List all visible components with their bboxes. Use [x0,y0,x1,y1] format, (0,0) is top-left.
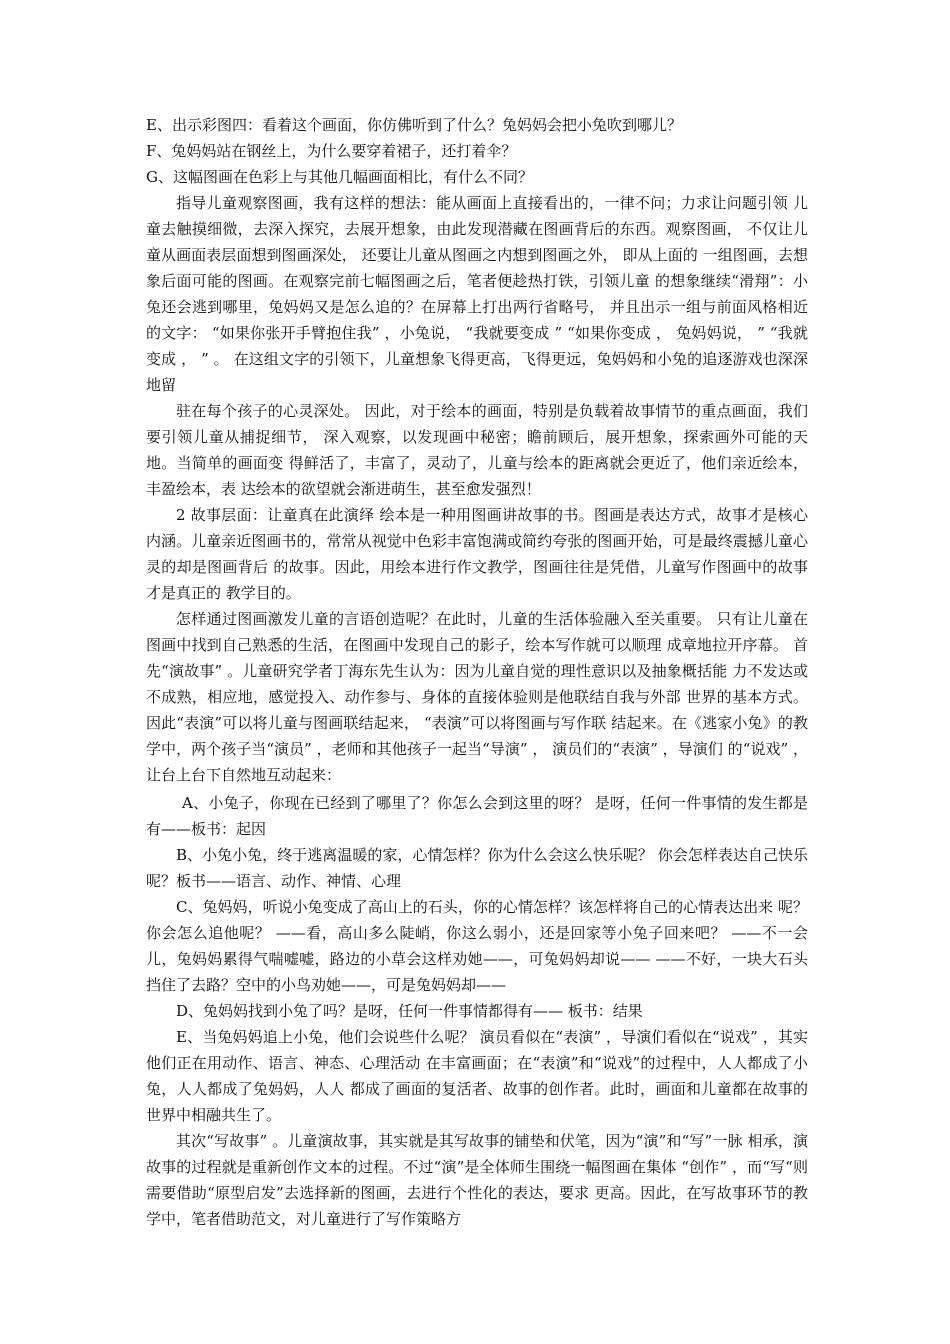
question-line-e: E、出示彩图四：看着这个画面，你仿佛听到了什么？兔妈妈会把小兔吹到哪儿？ [146,116,682,134]
paragraph-item-a: A、小兔子，你现在已经到了哪里了？你怎么会到这里的呀？ 是呀，任何一件事情的发生都是有——板书：起因 [146,794,808,838]
paragraph-story-level: 2 故事层面：让童真在此演绎 绘本是一种用图画讲故事的书。图画是表达方式，故事才是核心内涵。儿童亲近图画书的，常常从视觉中色彩丰富饱满或简约夸张的图画开始，可是最终震撼儿童心灵的却是图画背后 的故事。因此，用绘本进行作文教学，图画往往是凭借，儿童写作图画中的故事才是真正的 教学目的。 [146,506,808,602]
paragraph-item-b: B、小兔小兔，终于逃离温暖的家，心情怎样？你为什么会这么快乐呢？ 你会怎样表达自己快乐呢？板书——语言、动作、神情、心理 [146,846,808,890]
paragraph-write-story: 其次“写故事” 。儿童演故事，其实就是其写故事的铺垫和伏笔，因为“演”和“写”一脉 相承，演故事的过程就是重新创作文本的过程。不过“演”是全体师生围绕一幅图画在集体 “创作” ，而“写“则需要借助“原型启发”去选择新的图画，去进行个性化的表达，要求 更高。因此，在写故事环节的教学中，笔者借助范文，对儿童进行了写作策略方 [146,1132,808,1228]
question-line-f: F、兔妈妈站在钢丝上，为什么要穿着裙子，还打着伞？ [146,142,517,160]
paragraph-act-story: 怎样通过图画激发儿童的言语创造呢？在此时，儿童的生活体验融入至关重要。 只有让儿童在图画中找到自己熟悉的生活，在图画中发现自己的影子，绘本写作就可以顺理 成章地拉开序幕。 首先“演故事” 。儿童研究学者丁海东先生认为：因为儿童自觉的理性意识以及抽象概括能 力不发达或不成熟，相应地，感觉投入、动作参与、身体的直接体验则是他联结自我与外部 世界的基本方式。因此“表演”可以将儿童与图画联结起来， “表演”可以将图画与写作联 结起来。在《逃家小兔》的教学中，两个孩子当“演员” ，老师和其他孩子一起当“导演” ， 演员们的“表演” ，导演们 的“说戏” ，让台上台下自然地互动起来： [146,610,808,784]
question-line-g: G、这幅图画在色彩上与其他几幅画面相比，有什么不同？ [146,168,533,186]
paragraph-observation: 指导儿童观察图画，我有这样的想法：能从画面上直接看出的，一律不问；力求让问题引领 儿童去触摸细微，去深入探究，去展开想象，由此发现潜藏在图画背后的东西。观察图画， 不仅让儿童从画面表层面想到图画深处， 还要让儿童从图画之内想到图画之外， 即从上面的 一组图画，去想象后面可能的图画。在观察完前七幅图画之后，笔者便趁热打铁，引领儿童 的想象继续“滑翔”：小兔还会逃到哪里，兔妈妈又是怎么追的？在屏幕上打出两行省略号， 并且出示一组与前面风格相近的文字： “如果你张开手臂抱住我” ，小兔说， “我就要变成 ” “如果你变成 ， 兔妈妈说， ” “我就变成 ， ” 。 在这组文字的引领下，儿童想象飞得更高，飞得更远，兔妈妈和小兔的追逐游戏也深深地留 [146,194,808,394]
document-page [146,112,808,1232]
paragraph-item-d: D、兔妈妈找到小兔了吗？是呀，任何一件事情都得有—— 板书：结果 [176,1002,643,1020]
paragraph-item-e: E、当兔妈妈追上小兔，他们会说些什么呢？ 演员看似在“表演” ，导演们看似在“说戏” ，其实他们正在用动作、语言、神态、心理活动 在丰富画面；在“表演”和“说戏”的过程中，人人都成了小兔，人人都成了兔妈妈，人人 都成了画面的复活者、故事的创作者。此时，画面和儿童都在故事的世界中相融共生了。 [146,1028,808,1124]
paragraph-picture-details: 驻在每个孩子的心灵深处。 因此，对于绘本的画面，特别是负载着故事情节的重点画面，我们要引领儿童从捕捉细节， 深入观察，以发现画中秘密；瞻前顾后，展开想象，探索画外可能的天地。当简单的画面变 得鲜活了，丰富了，灵动了，儿童与绘本的距离就会更近了，他们亲近绘本，丰盈绘本，表 达绘本的欲望就会渐进萌生，甚至愈发强烈！ [146,402,808,498]
paragraph-item-c: C、兔妈妈，听说小兔变成了高山上的石头，你的心情怎样？该怎样将自己的心情表达出来 呢？你会怎么追他呢？ ——看，高山多么陡峭，你这么弱小，还是回家等小兔子回来吧？ ——不一会儿，兔妈妈累得气喘嘘嘘，路边的小草会这样劝她——，可兔妈妈却说—— ——不好，一块大石头挡住了去路？空中的小鸟劝她——，可是兔妈妈却—— [146,898,808,994]
